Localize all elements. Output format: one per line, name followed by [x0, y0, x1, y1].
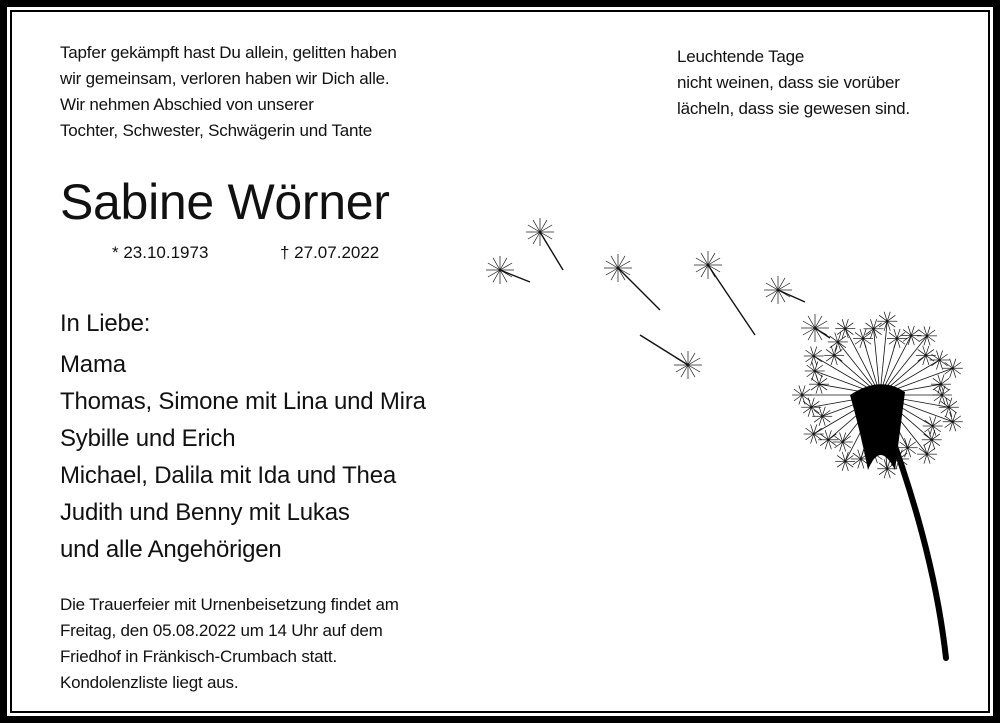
- family-member: Michael, Dalila mit Ida und Thea: [60, 462, 396, 489]
- funeral-line: Kondolenzliste liegt aus.: [60, 673, 239, 692]
- family-heading: In Liebe:: [60, 310, 151, 337]
- dandelion-head: [792, 312, 963, 479]
- family-member: Sybille und Erich: [60, 425, 236, 452]
- funeral-line: Die Trauerfeier mit Urnenbeisetzung findet am: [60, 595, 399, 614]
- quote-line: lächeln, dass sie gewesen sind.: [677, 99, 910, 118]
- deceased-name: Sabine Wörner: [60, 174, 390, 230]
- family-member: Judith und Benny mit Lukas: [60, 499, 350, 526]
- intro-line: wir gemeinsam, verloren haben wir Dich alle.: [60, 69, 390, 88]
- funeral-line: Freitag, den 05.08.2022 um 14 Uhr auf dem: [60, 621, 383, 640]
- intro-line: Wir nehmen Abschied von unserer: [60, 95, 314, 114]
- intro-line: Tochter, Schwester, Schwägerin und Tante: [60, 121, 373, 140]
- family-member: Thomas, Simone mit Lina und Mira: [60, 388, 426, 415]
- funeral-line: Friedhof in Fränkisch-Crumbach statt.: [60, 647, 337, 666]
- family-member: Mama: [60, 351, 126, 378]
- birth-date: * 23.10.1973: [112, 243, 209, 262]
- intro-line: Tapfer gekämpft hast Du allein, gelitten haben: [60, 43, 397, 62]
- death-date: † 27.07.2022: [280, 243, 380, 262]
- family-member: und alle Angehörigen: [60, 536, 282, 563]
- flying-seeds: [486, 218, 830, 379]
- quote-line: Leuchtende Tage: [677, 47, 805, 66]
- quote-line: nicht weinen, dass sie vorüber: [677, 73, 900, 92]
